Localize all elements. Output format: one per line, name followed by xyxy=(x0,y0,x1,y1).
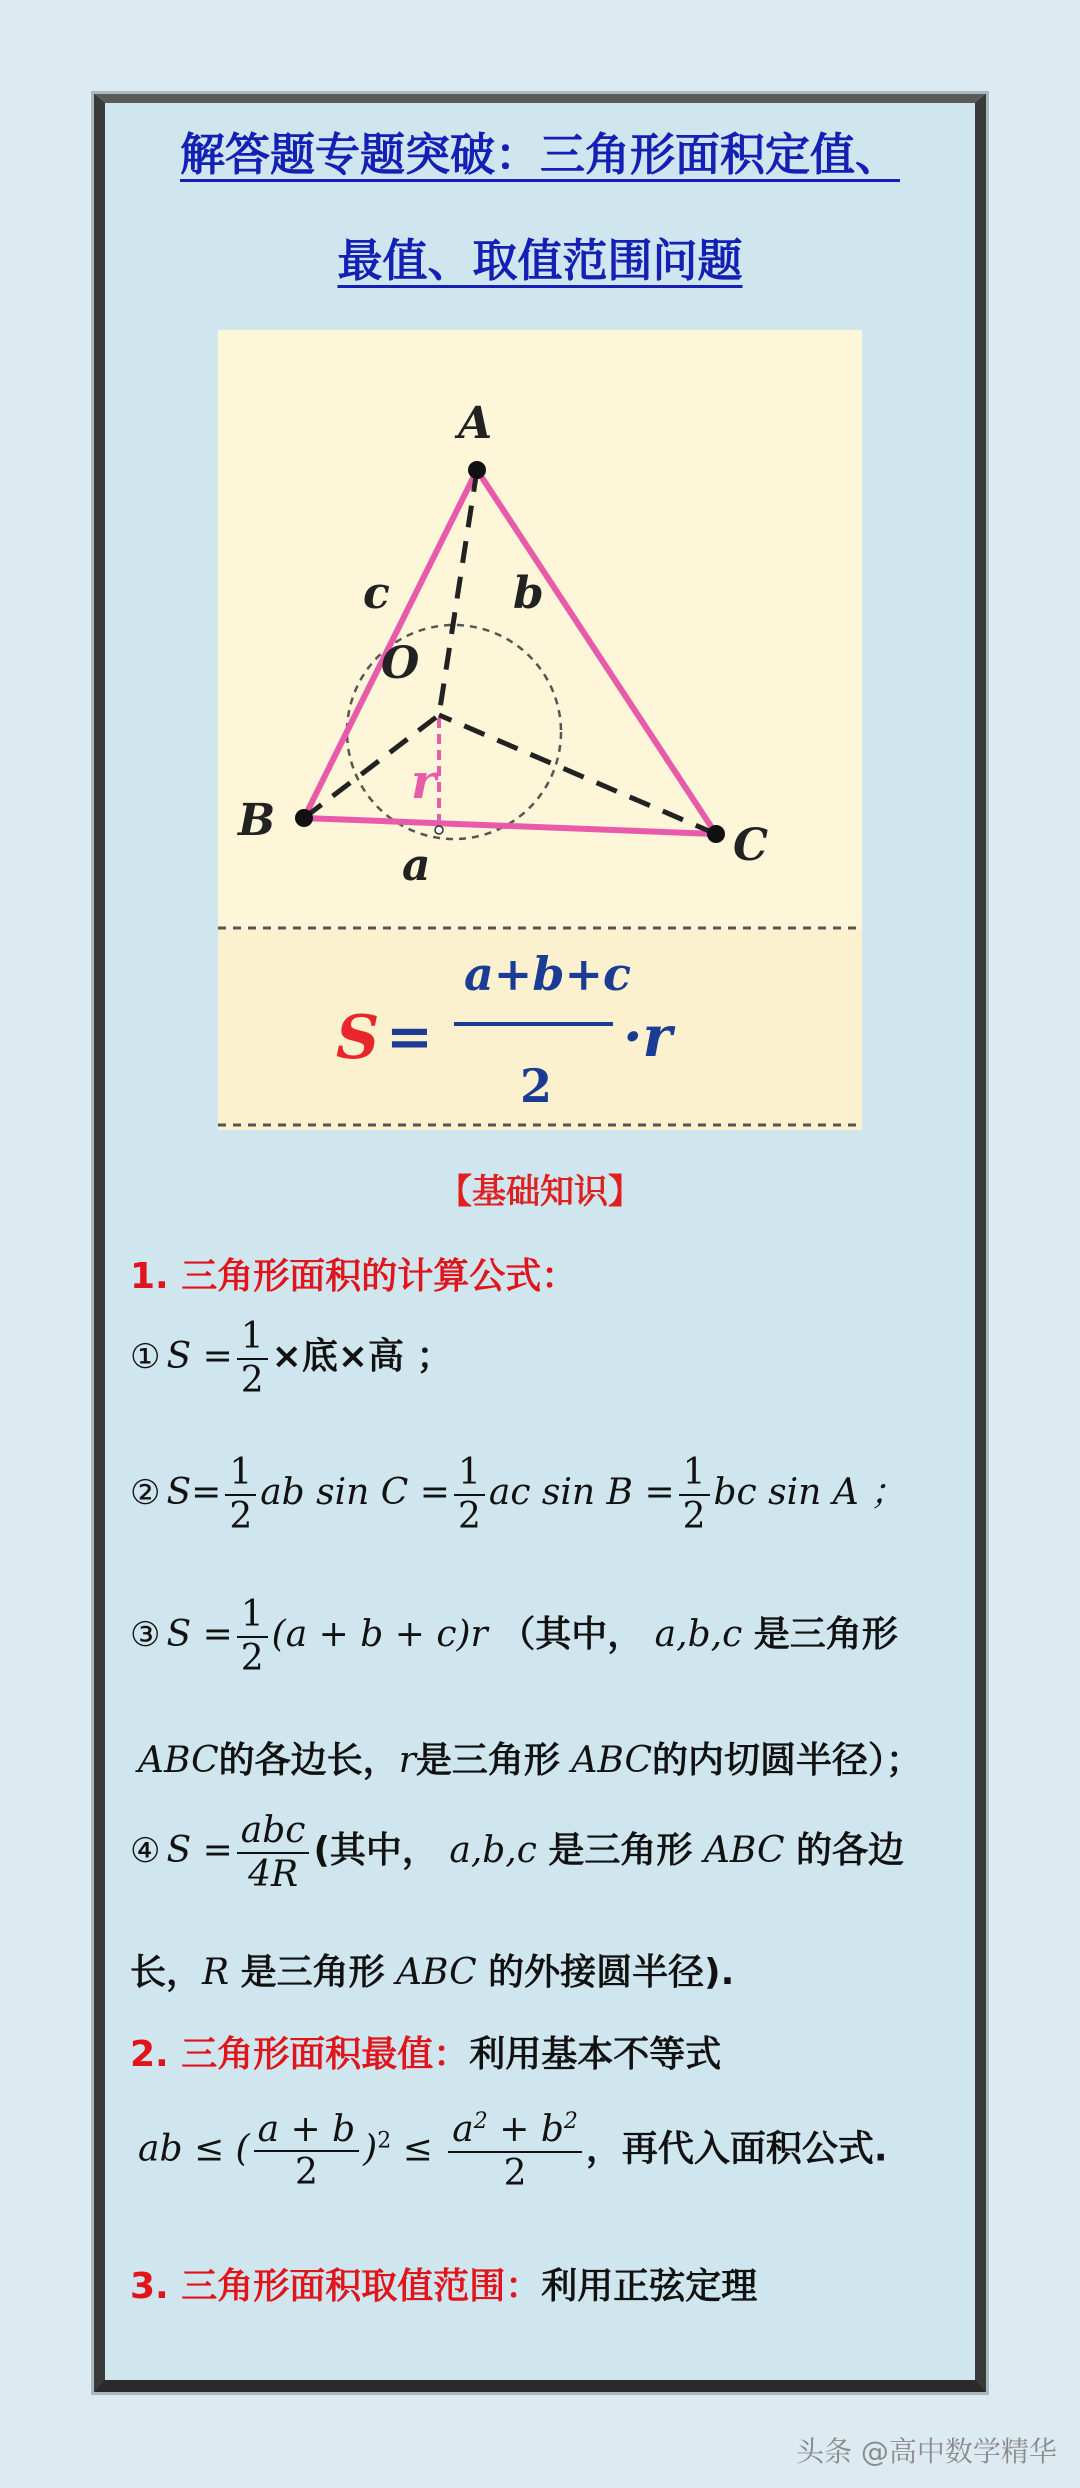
heading-area-range: 3. 三角形面积取值范围：利用正弦定理 xyxy=(130,2266,758,2307)
watermark: 头条 @高中数学精华 xyxy=(796,2435,1057,2468)
formula-eq: = xyxy=(386,1004,433,1070)
inequality-formula: ab ≤ ( $\frac{a + b}{2}$ )$^2$ ≤ $\frac{a^2 + b^2}{2}$ ，再代入面积公式. xyxy=(138,2108,888,2194)
circle-number-2: ② xyxy=(130,1472,161,1513)
label-side-c: c xyxy=(363,568,390,619)
formula-s: S xyxy=(336,1003,380,1073)
page-title-line-2: 最值、取值范围问题 xyxy=(337,234,743,287)
formula-4-continued: 长，R 是三角形 ABC 的外接圆半径). xyxy=(130,1952,735,1993)
formula-tail: ·r xyxy=(623,1004,672,1070)
tangent-point xyxy=(435,826,443,834)
page-title-line-1: 解答题专题突破：三角形面积定值、 xyxy=(179,128,900,181)
heading-area-extremum: 2. 三角形面积最值：利用基本不等式 xyxy=(130,2034,722,2075)
heading-area-formulas: 1. 三角形面积的计算公式： xyxy=(130,1256,578,1297)
vertex-b-dot xyxy=(295,809,313,827)
formula-3-continued: ABC的各边长，r是三角形 ABC的内切圆半径）； xyxy=(138,1740,923,1781)
formula-3: ③ S = $\frac{1}{2}$ (a + b + c)r （其中， a,b,c 是三角形 xyxy=(130,1594,898,1679)
formula-2: ② S= $\frac{1}{2}$ ab sin C = $\frac{1}{2}$ ac sin B = $\frac{1}{2}$ bc sin A ； xyxy=(130,1452,907,1537)
formula-1: ① S = $\frac{1}{2}$ ×底×高 ； xyxy=(130,1316,453,1401)
formula-numerator: a+b+c xyxy=(464,947,632,1001)
label-a: A xyxy=(458,398,493,449)
formula-denominator: 2 xyxy=(520,1059,553,1113)
vertex-a-dot xyxy=(468,461,486,479)
label-b: B xyxy=(238,795,276,846)
label-side-b: b xyxy=(513,568,544,619)
circle-number-1: ① xyxy=(130,1336,161,1377)
section-basic-knowledge: 【基础知识】 xyxy=(438,1172,642,1212)
vertex-c-dot xyxy=(707,825,725,843)
circle-number-4: ④ xyxy=(130,1830,161,1871)
formula-4: ④ S = $\frac{\text{abc}}{4R}$ (其中， a,b,c 是三角形 ABC 的各边 xyxy=(130,1810,904,1895)
circle-number-3: ③ xyxy=(130,1614,161,1655)
incircle-figure xyxy=(218,330,862,1130)
label-side-a: a xyxy=(402,840,431,891)
label-r: r xyxy=(411,754,437,810)
label-c: C xyxy=(733,820,769,871)
label-o: O xyxy=(381,638,420,689)
